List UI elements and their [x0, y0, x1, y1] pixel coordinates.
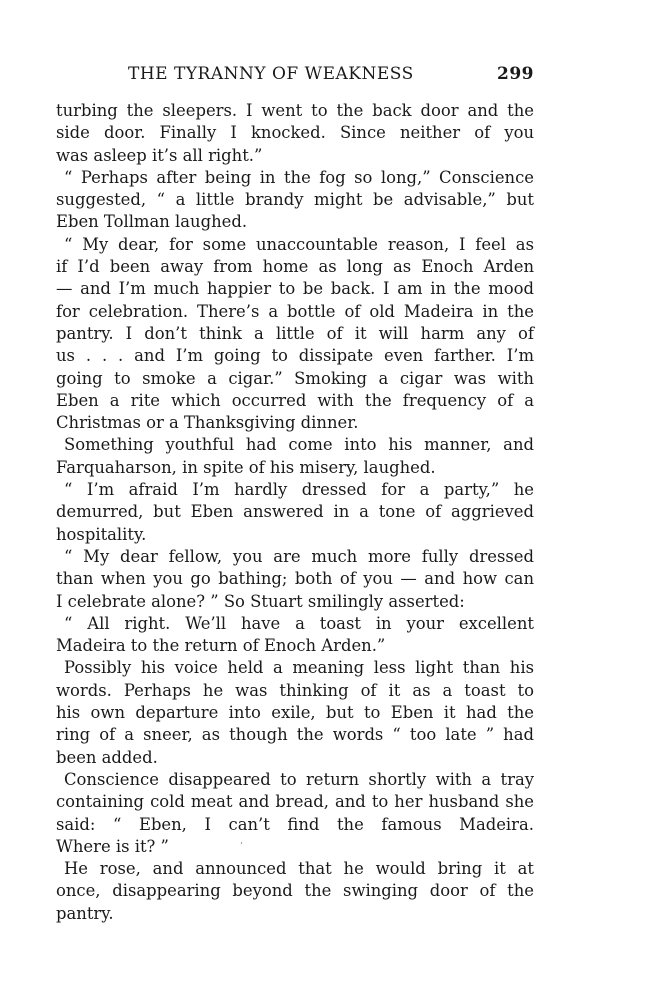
text-line: Something youthful had come into his manner, and: [64, 435, 534, 455]
text-line: Where is it? ”: [56, 836, 169, 856]
text-line: side door. Finally I knocked. Since neither of you: [56, 123, 534, 143]
ink-speck: ’: [240, 842, 243, 852]
text-line: Conscience disappeared to return shortly with a tray: [64, 769, 534, 789]
page-number: 299: [497, 64, 534, 84]
text-line: been added.: [56, 747, 158, 767]
text-line: going to smoke a cigar.” Smoking a cigar was with: [56, 368, 534, 388]
text-line: Eben a rite which occurred with the frequency of a: [56, 390, 534, 410]
text-line: if I’d been away from home as long as Enoch Arden: [56, 257, 534, 277]
text-line: than when you go bathing; both of you — and how can: [56, 569, 534, 589]
text-line: “ My dear fellow, you are much more fully dressed: [64, 546, 534, 566]
text-line: pantry. I don’t think a little of it will harm any of: [56, 323, 534, 343]
text-line: Christmas or a Thanksgiving dinner.: [56, 413, 359, 433]
text-line: containing cold meat and bread, and to her husband she: [56, 792, 534, 812]
text-line: He rose, and announced that he would bring it at: [64, 859, 534, 879]
text-line: “ My dear, for some unaccountable reason, I feel as: [64, 234, 534, 254]
text-line: suggested, “ a little brandy might be advisable,” but: [56, 190, 534, 210]
text-line: — and I’m much happier to be back. I am in the mood: [56, 279, 534, 299]
page-body: [56, 100, 534, 925]
text-line: demurred, but Eben answered in a tone of aggrieved: [56, 502, 534, 522]
running-title: THE TYRANNY OF WEAKNESS: [128, 64, 414, 84]
text-line: hospitality.: [56, 524, 147, 544]
text-line: was asleep it’s all right.”: [56, 145, 263, 165]
text-line: us . . . and I’m going to dissipate even farther. I’m: [56, 346, 534, 366]
text-line: for celebration. There’s a bottle of old Madeira in the: [56, 301, 534, 321]
text-line: “ Perhaps after being in the fog so long,” Conscience: [64, 167, 534, 187]
text-line: “ All right. We’ll have a toast in your excellent: [64, 613, 534, 633]
text-line: said: “ Eben, I can’t find the famous Madeira.: [56, 814, 534, 834]
text-line: Farquaharson, in spite of his misery, laughed.: [56, 457, 436, 477]
text-line: ring of a sneer, as though the words “ too late ” had: [56, 725, 534, 745]
text-line: Eben Tollman laughed.: [56, 212, 248, 232]
text-line: pantry.: [56, 903, 114, 923]
running-header: [56, 62, 534, 94]
text-line: once, disappearing beyond the swinging door of the: [56, 881, 534, 901]
text-line: “ I’m afraid I’m hardly dressed for a party,” he: [64, 480, 534, 500]
text-line: Possibly his voice held a meaning less light than his: [64, 658, 534, 678]
text-line: Madeira to the return of Enoch Arden.”: [56, 636, 386, 656]
text-line: I celebrate alone? ” So Stuart smilingly asserted:: [56, 591, 465, 611]
book-page: [56, 62, 534, 925]
text-line: his own departure into exile, but to Eben it had the: [56, 703, 534, 723]
text-line: turbing the sleepers. I went to the back door and the: [56, 101, 534, 120]
text-line: words. Perhaps he was thinking of it as a toast to: [56, 680, 534, 700]
